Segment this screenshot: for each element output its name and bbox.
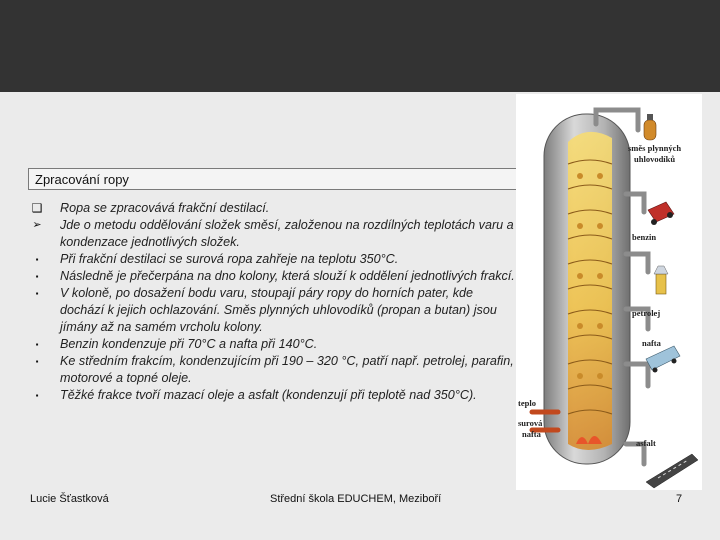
lamp-icon bbox=[654, 266, 668, 294]
slide-number: 7 bbox=[676, 493, 683, 505]
bullet-marker: ▪ bbox=[35, 357, 39, 366]
label-gas-line2: uhlovodíků bbox=[634, 154, 676, 164]
bullet-item bbox=[30, 387, 518, 404]
bullet-marker: ▪ bbox=[35, 289, 39, 298]
label-crude-line2: nafta bbox=[522, 429, 541, 439]
bullet-marker: ▪ bbox=[35, 340, 39, 349]
bullet-text: Ke středním frakcím, kondenzujícím při 190 – 320 °C, patří např. petrolej, parafin, motorové a topné oleje. bbox=[60, 354, 514, 385]
bullet-item bbox=[30, 353, 518, 387]
footer-school: Střední škola EDUCHEM, Meziboří bbox=[270, 493, 442, 505]
distillation-column-illustration bbox=[516, 94, 702, 490]
bullet-text: Následně je přečerpána na dno kolony, která slouží k oddělení jednotlivých frakcí. bbox=[60, 269, 515, 283]
bullet-list bbox=[30, 200, 518, 404]
header-band bbox=[0, 0, 720, 92]
bullet-item bbox=[30, 268, 518, 285]
bullet-item bbox=[30, 285, 518, 336]
label-benzin: benzin bbox=[632, 232, 657, 242]
bullet-text: V koloně, po dosažení bodu varu, stoupají páry ropy do horních pater, kde dochází k jejich ochlazování. Směs plynných uhlovodíků (propan a butan) jsou jímány až na samém vrcholu kolony. bbox=[60, 286, 497, 334]
bullet-marker: ❑ bbox=[31, 201, 43, 215]
column-interior bbox=[568, 132, 612, 450]
bullet-marker: ▪ bbox=[35, 391, 39, 400]
label-petrolej: petrolej bbox=[632, 308, 661, 318]
car-icon bbox=[648, 202, 674, 225]
slide-title: Zpracování ropy bbox=[28, 168, 518, 190]
bullet-marker: ▪ bbox=[35, 272, 39, 281]
label-crude-line1: surová bbox=[518, 418, 543, 428]
bullet-item bbox=[30, 200, 518, 217]
label-asfalt: asfalt bbox=[636, 438, 656, 448]
bullet-text: Při frakční destilaci se surová ropa zahřeje na teplotu 350°C. bbox=[60, 252, 399, 266]
gas-bottle-icon bbox=[644, 114, 656, 140]
label-nafta: nafta bbox=[642, 338, 661, 348]
bullet-marker: ➢ bbox=[32, 219, 42, 231]
asphalt-road-icon bbox=[646, 454, 698, 488]
bullet-text: Jde o metodu oddělování složek směsí, založenou na rozdílných teplotách varu a kondenzace jednotlivých složek. bbox=[60, 218, 514, 249]
bullet-text: Benzin kondenzuje při 70°C a nafta při 140°C. bbox=[60, 337, 318, 351]
bullet-text: Těžké frakce tvoří mazací oleje a asfalt (kondenzují při teplotě nad 350°C). bbox=[60, 388, 477, 402]
bullet-marker: ▪ bbox=[35, 255, 39, 264]
bullet-item bbox=[30, 336, 518, 353]
bullet-text: Ropa se zpracovává frakční destilací. bbox=[60, 201, 270, 215]
truck-icon bbox=[646, 346, 680, 373]
footer-author: Lucie Šťastková bbox=[30, 493, 109, 505]
bullet-item bbox=[30, 217, 518, 251]
label-teplo: teplo bbox=[518, 398, 536, 408]
distillation-column-svg bbox=[516, 94, 702, 490]
label-gas-line1: směs plynných bbox=[628, 143, 682, 153]
bullet-item bbox=[30, 251, 518, 268]
